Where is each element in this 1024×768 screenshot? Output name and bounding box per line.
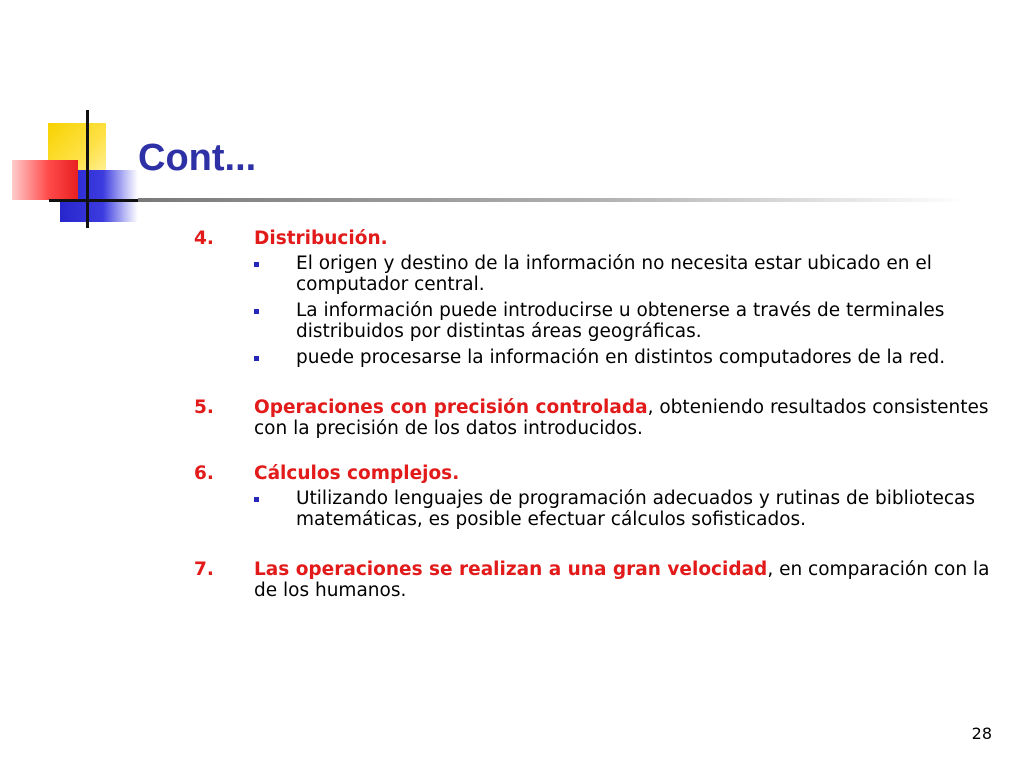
item-title: Distribución. — [254, 228, 388, 249]
item-title: Cálculos complejos. — [254, 463, 460, 484]
item-text: , obteniendo resultados consistentes con la precisión de los datos introducidos. — [254, 397, 989, 439]
item-number: 5. — [194, 397, 214, 418]
decor-vertical-line — [86, 110, 89, 228]
bullet-square-icon — [254, 356, 259, 361]
item-text: , en comparación con la de los humanos. — [254, 559, 990, 601]
bullet-square-icon — [254, 497, 259, 502]
bullet-list — [254, 488, 994, 530]
decor-red-square — [12, 160, 78, 200]
bullet-item — [254, 347, 994, 368]
bullet-item — [254, 253, 994, 295]
slide-title: Cont... — [138, 137, 257, 179]
list-item-4 — [194, 228, 994, 368]
decor-horizontal-line — [49, 199, 139, 202]
title-underline — [138, 198, 968, 202]
bullet-item — [254, 488, 994, 530]
bullet-square-icon — [254, 309, 259, 314]
bullet-text: El origen y destino de la información no necesita estar ubicado en el computador central. — [296, 253, 932, 295]
page-number: 28 — [971, 724, 992, 743]
list-item-6 — [194, 463, 994, 530]
bullet-text: puede procesarse la información en distintos computadores de la red. — [296, 347, 946, 368]
item-number: 6. — [194, 463, 214, 484]
bullet-item — [254, 300, 994, 342]
list-item-5 — [194, 397, 994, 439]
bullet-square-icon — [254, 262, 259, 267]
bullet-list — [254, 253, 994, 368]
item-number: 4. — [194, 228, 214, 249]
slide-content — [194, 228, 994, 601]
bullet-text: La información puede introducirse u obtenerse a través de terminales distribuidos por distintas áreas geográficas. — [296, 300, 945, 342]
item-title: Operaciones con precisión controlada — [254, 397, 648, 418]
list-item-7 — [194, 559, 994, 601]
item-title: Las operaciones se realizan a una gran velocidad — [254, 559, 768, 580]
bullet-text: Utilizando lenguajes de programación adecuados y rutinas de bibliotecas matemáticas, es posible efectuar cálculos sofisticados. — [296, 488, 975, 530]
item-number: 7. — [194, 559, 214, 580]
